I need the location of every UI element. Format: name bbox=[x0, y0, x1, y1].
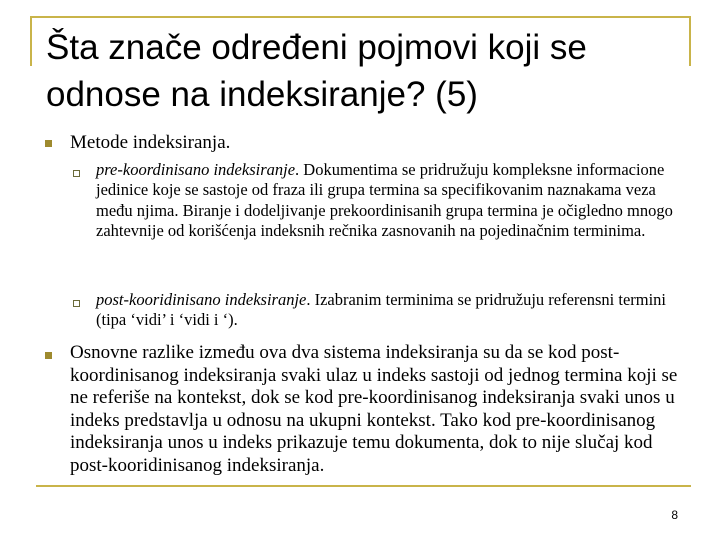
sub-bullet-text: . Dokumentima se pridružuju kompleksne informacione jedinice koje se sastoje od fraza ili grupa termina sa specifikovanim naznakama veza među njima. Biranje i dodeljivanje prekoordinisanih grupa termina je očigledno mnogo zahtevnije od korišćenja indeksnih rečnika zasnovanih na pojedinačnim terminima. bbox=[96, 160, 673, 241]
bullet-square-icon bbox=[45, 352, 52, 359]
sub-bullet-paragraph bbox=[96, 290, 686, 331]
frame-right-line bbox=[689, 16, 691, 66]
sub-bullet-text: . Izabranim terminima se pridružuju referensni termini (tipa ‘vidi’ i ‘vidi i ‘). bbox=[96, 290, 667, 330]
frame-bottom-line bbox=[36, 485, 691, 487]
bullet-text: Metode indeksiranja. bbox=[70, 132, 231, 153]
sub-bullet-paragraph bbox=[96, 160, 686, 242]
bullet-square-icon bbox=[45, 140, 52, 147]
term-pre-koordinisano: pre-koordinisano indeksiranje bbox=[96, 160, 296, 179]
frame-left-line bbox=[30, 16, 32, 66]
sub-bullet-hollow-square-icon bbox=[73, 300, 80, 307]
bullet-text: Osnovne razlike između ova dva sistema indeksiranja su da se kod post-koordinisanog indeksiranja svaki ulaz u indeks sastoji od jednog termina koji se ne referiše na kontekst, dok se kod pre-koordinisanog indeksiranja svaki unos u indeks predstavlja u odnosu na ukupni kontekst. Tako kod pre-koordinisanog indeksiranja unos u indeks prikazuje temu dokumenta, dok to nije slučaj kod post-kooridinisanog indeksiranja. bbox=[70, 342, 678, 476]
slide-title: Šta znače određeni pojmovi koji se odnose na indeksiranje? (5) bbox=[46, 28, 587, 114]
sub-bullet-hollow-square-icon bbox=[73, 170, 80, 177]
frame-top-line bbox=[30, 16, 691, 18]
page-number: 8 bbox=[671, 508, 678, 522]
term-post-kooridinisano: post-kooridinisano indeksiranje bbox=[96, 290, 307, 309]
